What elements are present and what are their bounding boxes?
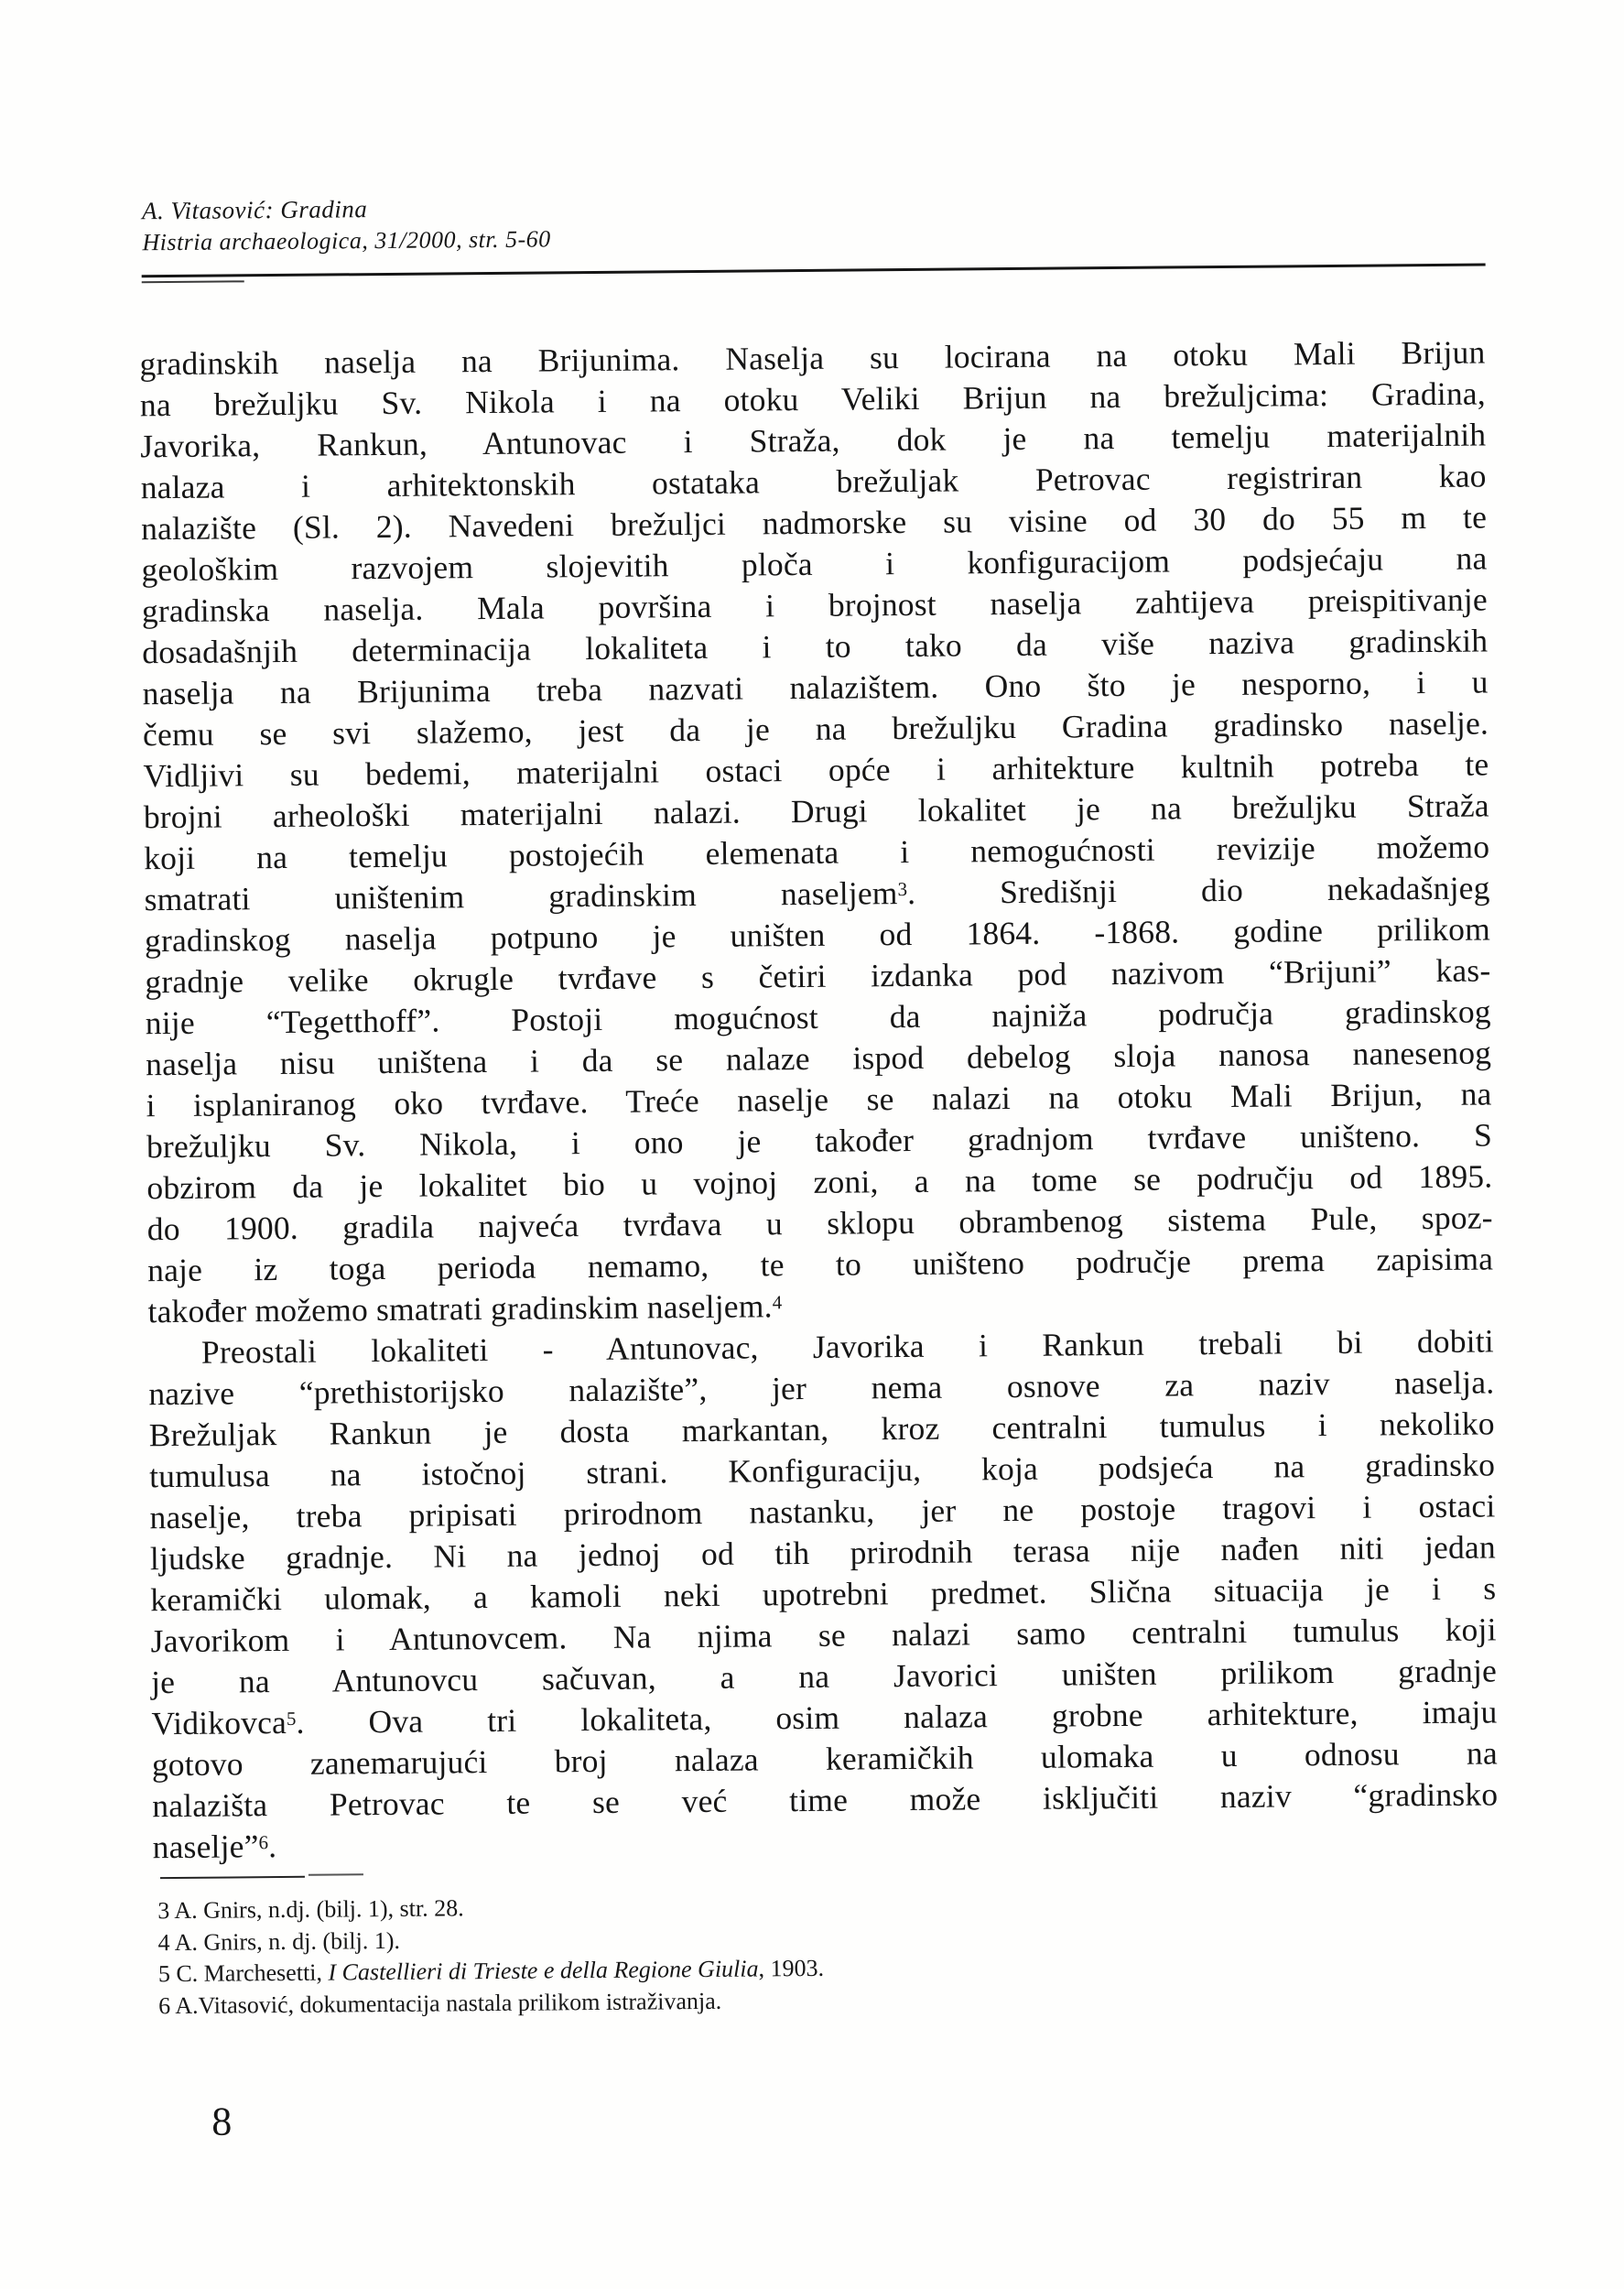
footnote: 3 A. Gnirs, n.dj. (bilj. 1), str. 28. bbox=[157, 1894, 464, 1925]
text-line: do 1900. gradila najveća tvrđava u sklopu obrambenog sistema Pule, spoz- bbox=[146, 1199, 1493, 1248]
text-line: je na Antunovcu sačuvan, a na Javorici uništen prilikom gradnje bbox=[150, 1652, 1498, 1701]
text-line: naselja na Brijunima treba nazvati nalazištem. Ono što je nesporno, i u bbox=[142, 663, 1489, 712]
header-journal-line: Histria archaeologica, 31/2000, str. 5-60 bbox=[142, 225, 551, 256]
paragraph bbox=[148, 1320, 1499, 1868]
footnote: 6 A.Vitasović, dokumentacija nastala prilikom istraživanja. bbox=[158, 1987, 722, 2019]
footnote-reference: 3 bbox=[897, 878, 908, 901]
footnote: 4 A. Gnirs, n. dj. (bilj. 1). bbox=[157, 1926, 401, 1956]
text-line: Brežuljak Rankun je dosta markantan, kroz centralni tumulus i nekoliko bbox=[148, 1405, 1495, 1454]
text-line: čemu se svi slažemo, jest da je na brežuljku Gradina gradinsko naselje. bbox=[142, 704, 1489, 754]
text-line: gradinskog naselja potpuno je uništen od 1864. -1868. godine prilikom bbox=[144, 910, 1491, 960]
text-line: naselje”$^6$. bbox=[152, 1828, 277, 1866]
text-line: tumulusa na istočnoj strani. Konfiguraciju, koja podsjeća na gradinsko bbox=[148, 1446, 1496, 1495]
text-line: nije “Tegetthoff”. Postoji mogućnost da najniža područja gradinskog bbox=[145, 993, 1491, 1042]
text-line: Vidikovca$^5$. Ova tri lokaliteta, osim nalaza grobne arhitekture, imaju bbox=[151, 1693, 1498, 1742]
text-line: Preostali lokaliteti - Antunovac, Javorika i Rankun trebali bi dobiti bbox=[200, 1322, 1495, 1371]
text-line: dosadašnjih determinacija lokaliteta i to tako da više naziva gradinskih bbox=[142, 622, 1489, 671]
paragraph bbox=[139, 331, 1493, 1332]
running-header bbox=[142, 190, 551, 258]
text-line: obzirom da je lokalitet bio u vojnoj zoni, a na tome se području od 1895. bbox=[146, 1157, 1493, 1207]
text-line: smatrati uništenim gradinskim naseljem$^3$. Središnji dio nekadašnjeg bbox=[144, 869, 1490, 918]
text-line: keramički ulomak, a kamoli neki upotrebni predmet. Slična situacija je i s bbox=[150, 1569, 1497, 1619]
text-line: i isplaniranog oko tvrđave. Treće naselje se nalazi na otoku Mali Brijun, na bbox=[146, 1075, 1492, 1124]
footnote-reference: 6 bbox=[258, 1831, 269, 1854]
text-line: gotovo zanemarujući broj nalaza keramičkih ulomaka u odnosu na bbox=[151, 1734, 1499, 1784]
text-line: gradinskih naselja na Brijunima. Naselja su locirana na otoku Mali Brijun bbox=[139, 333, 1486, 383]
text-line: nalazišta Petrovac te se već time može isključiti naziv “gradinsko bbox=[152, 1775, 1499, 1825]
text-line: ljudske gradnje. Ni na jednoj od tih prirodnih terasa nije nađen niti jedan bbox=[149, 1528, 1497, 1578]
text-line: gradnje velike okrugle tvrđave s četiri izdanka pod nazivom “Brijuni” kas- bbox=[145, 951, 1491, 1001]
text-line: nazive “prethistorijsko nalazište”, jer nema osnove za naziv naselja. bbox=[148, 1363, 1495, 1413]
header-rule bbox=[142, 263, 1486, 277]
text-line: nalaza i arhitektonskih ostataka brežuljak Petrovac registriran kao bbox=[140, 457, 1487, 506]
footnote-reference: 4 bbox=[772, 1291, 783, 1314]
text-line: nalazište (Sl. 2). Navedeni brežuljci nadmorske su visine od 30 do 55 m te bbox=[140, 498, 1488, 548]
footnote-separator-rule bbox=[160, 1876, 305, 1879]
footnote-italic-title: I Castellieri di Trieste e della Regione Giulia bbox=[328, 1955, 759, 1986]
text-line: naje iz toga perioda nemamo, te to uništeno područje prema zapisima bbox=[146, 1240, 1494, 1289]
footnote-separator-fragment bbox=[309, 1873, 363, 1876]
header-rule-fragment bbox=[142, 280, 244, 283]
text-line: na brežuljku Sv. Nikola i na otoku Veliki Brijun na brežuljcima: Gradina, bbox=[139, 374, 1487, 424]
text-line: također možemo smatrati gradinskim naseljem.$^4$ bbox=[147, 1287, 783, 1330]
text-line: gradinska naselja. Mala površina i brojnost naselja zahtijeva preispitivanje bbox=[141, 580, 1489, 630]
header-author-line: A. Vitasović: Gradina bbox=[141, 195, 368, 225]
text-line: naselja nisu uništena i da se nalaze ispod debelog sloja nanosa nanesenog bbox=[146, 1034, 1492, 1083]
text-line: Vidljivi su bedemi, materijalni ostaci opće i arhitekture kultnih potreba te bbox=[143, 745, 1489, 795]
footnotes bbox=[157, 1885, 1385, 2023]
text-line: Javorika, Rankun, Antunovac i Straža, dok je na temelju materijalnih bbox=[140, 416, 1487, 465]
text-line: Javorikom i Antunovcem. Na njima se nalazi samo centralni tumulus koji bbox=[150, 1611, 1497, 1660]
page-number: 8 bbox=[211, 2099, 233, 2144]
text-line: brojni arheološki materijalni nalazi. Drugi lokalitet je na brežuljku Straža bbox=[143, 787, 1489, 836]
text-line: brežuljku Sv. Nikola, i ono je također gradnjom tvrđave uništeno. S bbox=[146, 1116, 1493, 1166]
footnote: 5 C. Marchesetti, I Castellieri di Trieste e della Regione Giulia, 1903. bbox=[157, 1954, 825, 1988]
text-line: koji na temelju postojećih elemenata i nemogućnosti revizije možemo bbox=[144, 828, 1490, 877]
text-line: naselje, treba pripisati prirodnom nastanku, jer ne postoje tragovi i ostaci bbox=[149, 1487, 1496, 1536]
text-line: geološkim razvojem slojevitih ploča i konfiguracijom podsjećaju na bbox=[141, 539, 1488, 589]
body-text bbox=[139, 331, 1498, 1868]
footnote-reference: 5 bbox=[286, 1707, 297, 1730]
